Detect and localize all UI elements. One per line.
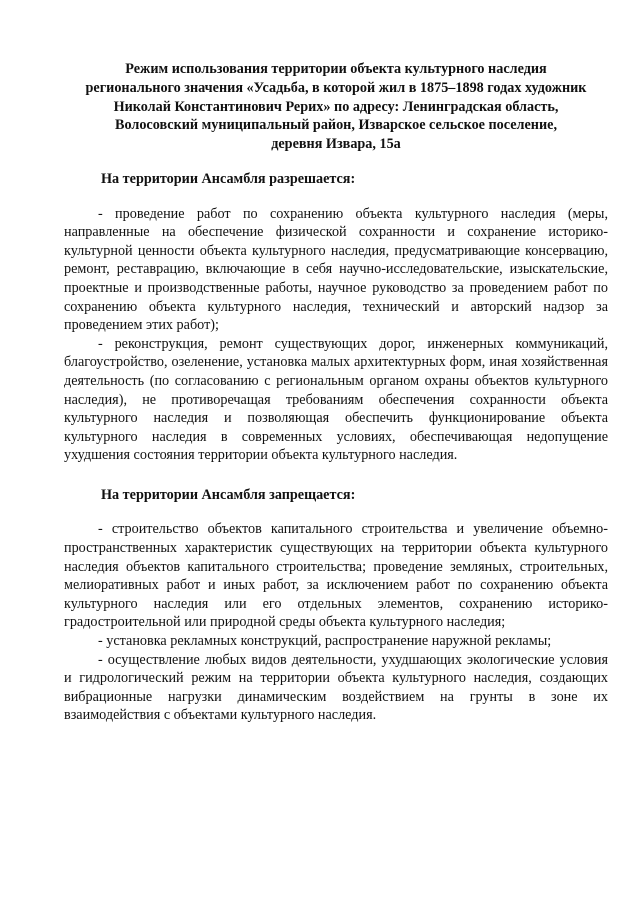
- list-item: - реконструкция, ремонт существующих дорог, инженерных коммуникаций, благоустройство, озеленение, установка малых архитектурных форм, иная хозяйственная деятельность (по согласованию с региональным органом охраны объектов культурного наследия), не противоречащая требованиям обеспечения сохранности объекта культурного наследия и позволяющая обеспечить функционирование объекта культурного наследия в современных условиях, обеспечивающая недопущение ухудшения состояния территории объекта культурного наследия.: [64, 335, 608, 464]
- section-allowed: [64, 170, 608, 465]
- title-line: Волосовский муниципальный район, Изварское сельское поселение,: [114, 117, 557, 134]
- section-heading-forbidden: На территории Ансамбля запрещается:: [101, 486, 356, 503]
- title-line: Режим использования территории объекта культурного наследия: [125, 61, 547, 77]
- section-forbidden: [64, 486, 608, 725]
- spacer: [64, 504, 608, 520]
- spacer: [64, 189, 608, 205]
- document-page: [64, 60, 608, 725]
- list-item: - осуществление любых видов деятельности, ухудшающих экологические условия и гидрологический режим на территории объекта культурного наследия, создающих вибрационные нагрузки динамическим воздействием на грунты в зоне их взаимодействия с объектами культурного наследия.: [64, 651, 608, 724]
- title-line: деревня Извара, 15а: [271, 136, 401, 153]
- title-line: регионального значения «Усадьба, в которой жил в 1875–1898 годах художник: [85, 79, 587, 96]
- list-item: - строительство объектов капитального строительства и увеличение объемно-пространственных характеристик существующих на территории объекта культурного наследия объектов капитального строительства; проведение земляных, строительных, мелиоративных работ и иных работ, за исключением работ по сохранению объекта культурного наследия или его отдельных элементов, сохранению историко-градостроительной или природной среды объекта культурного наследия;: [64, 521, 608, 631]
- spacer: [64, 465, 608, 486]
- spacer: [64, 154, 608, 170]
- list-item: - установка рекламных конструкций, распространение наружной рекламы;: [98, 633, 552, 650]
- document-title: [64, 60, 608, 154]
- title-line: Николай Константинович Рерих» по адресу: Ленинградская область,: [113, 98, 559, 115]
- list-item: - проведение работ по сохранению объекта культурного наследия (меры, направленные на обеспечение физической сохранности и сохранение историко-культурной ценности объекта культурного наследия, предусматривающие консервацию, ремонт, реставрацию, включающие в себя научно-исследовательские, изыскательские, проектные и производственные работы, научное руководство за проведением работ по сохранению объекта культурного наследия, технический и авторский надзор за проведением этих работ);: [64, 205, 608, 334]
- section-heading-allowed: На территории Ансамбля разрешается:: [101, 170, 356, 187]
